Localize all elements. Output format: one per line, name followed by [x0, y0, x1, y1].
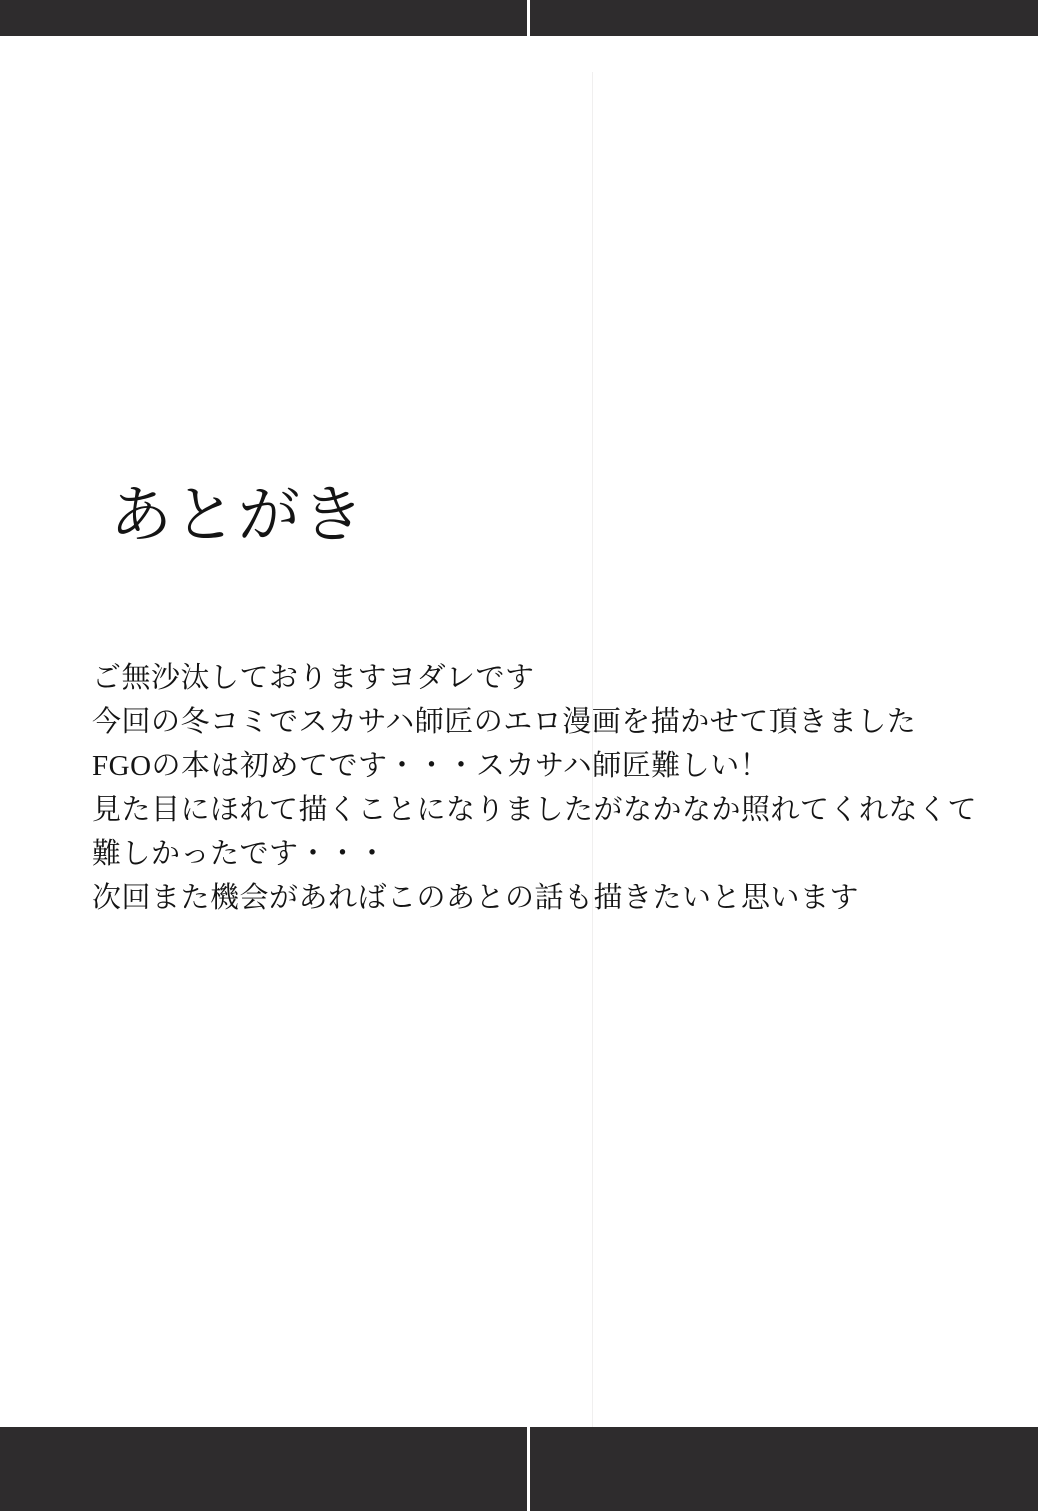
scan-edge-top — [0, 0, 1038, 36]
afterword-line: ご無沙汰しておりますヨダレです — [92, 662, 535, 694]
gutter-notch-top — [527, 0, 530, 36]
gutter-notch-bottom — [527, 1427, 530, 1511]
scan-edge-bottom — [0, 1427, 1038, 1511]
afterword-line: 今回の冬コミでスカサハ師匠のエロ漫画を描かせて頂きました — [92, 706, 917, 739]
page-content — [0, 36, 1038, 1427]
afterword-line: 難しかったです・・・ — [92, 838, 388, 871]
afterword-line: 次回また機会があればこのあとの話も描きたいと思います — [92, 882, 860, 915]
afterword-heading: あとがき — [110, 482, 367, 550]
afterword-line: FGOの本は初めてです・・・スカサハ師匠難しい！ — [92, 750, 770, 783]
afterword-body — [92, 656, 978, 920]
afterword-line: 見た目にほれて描くことになりましたがなかなか照れてくれなくて — [92, 794, 978, 827]
